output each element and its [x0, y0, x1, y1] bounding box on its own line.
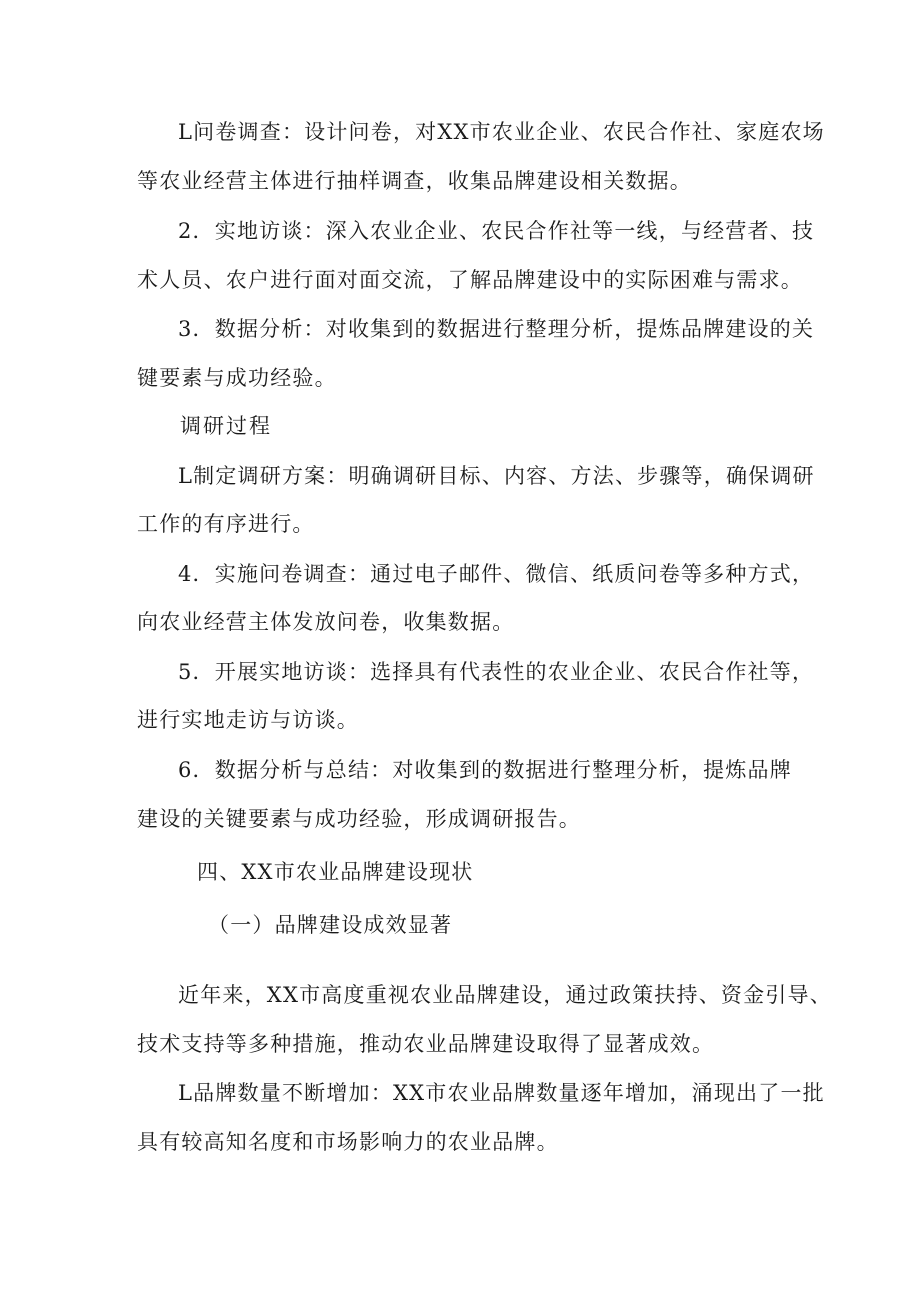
paragraph-6-line-1: 5．开展实地访谈：选择具有代表性的农业企业、农民合作社等， [178, 660, 815, 684]
subsection-heading-1: （一）品牌建设成效显著 [208, 913, 453, 937]
paragraph-5-line-2: 向农业经营主体发放问卷，收集数据。 [137, 610, 515, 634]
paragraph-3-line-1: 3．数据分析：对收集到的数据进行整理分析，提炼品牌建设的关 [178, 317, 815, 341]
paragraph-6-line-2: 进行实地走访与访谈。 [137, 708, 359, 732]
paragraph-8-line-2: 技术支持等多种措施，推动农业品牌建设取得了显著成效。 [137, 1032, 715, 1056]
paragraph-9-line-1: L品牌数量不断增加：XX市农业品牌数量逐年增加，涌现出了一批 [178, 1081, 825, 1105]
paragraph-9-line-2: 具有较高知名度和市场影响力的农业品牌。 [137, 1130, 559, 1154]
paragraph-4-line-1: L制定调研方案：明确调研目标、内容、方法、步骤等，确保调研 [178, 464, 815, 488]
paragraph-1-line-1: L问卷调查：设计问卷，对XX市农业企业、农民合作社、家庭农场 [178, 120, 825, 144]
paragraph-3-line-2: 键要素与成功经验。 [137, 366, 337, 390]
paragraph-8-line-1: 近年来，XX市高度重视农业品牌建设，通过政策扶持、资金引导、 [178, 983, 832, 1007]
section-heading-research-process: 调研过程 [180, 414, 272, 438]
section-heading-4: 四、XX市农业品牌建设现状 [197, 860, 474, 884]
paragraph-2-line-2: 术人员、农户进行面对面交流，了解品牌建设中的实际困难与需求。 [137, 268, 803, 292]
paragraph-2-line-1: 2．实地访谈：深入农业企业、农民合作社等一线，与经营者、技 [178, 219, 815, 243]
paragraph-7-line-2: 建设的关键要素与成功经验，形成调研报告。 [137, 807, 581, 831]
paragraph-7-line-1: 6．数据分析与总结：对收集到的数据进行整理分析，提炼品牌 [178, 758, 792, 782]
paragraph-5-line-1: 4．实施问卷调查：通过电子邮件、微信、纸质问卷等多种方式， [178, 562, 815, 586]
paragraph-4-line-2: 工作的有序进行。 [137, 512, 315, 536]
paragraph-1-line-2: 等农业经营主体进行抽样调查，收集品牌建设相关数据。 [137, 169, 692, 193]
